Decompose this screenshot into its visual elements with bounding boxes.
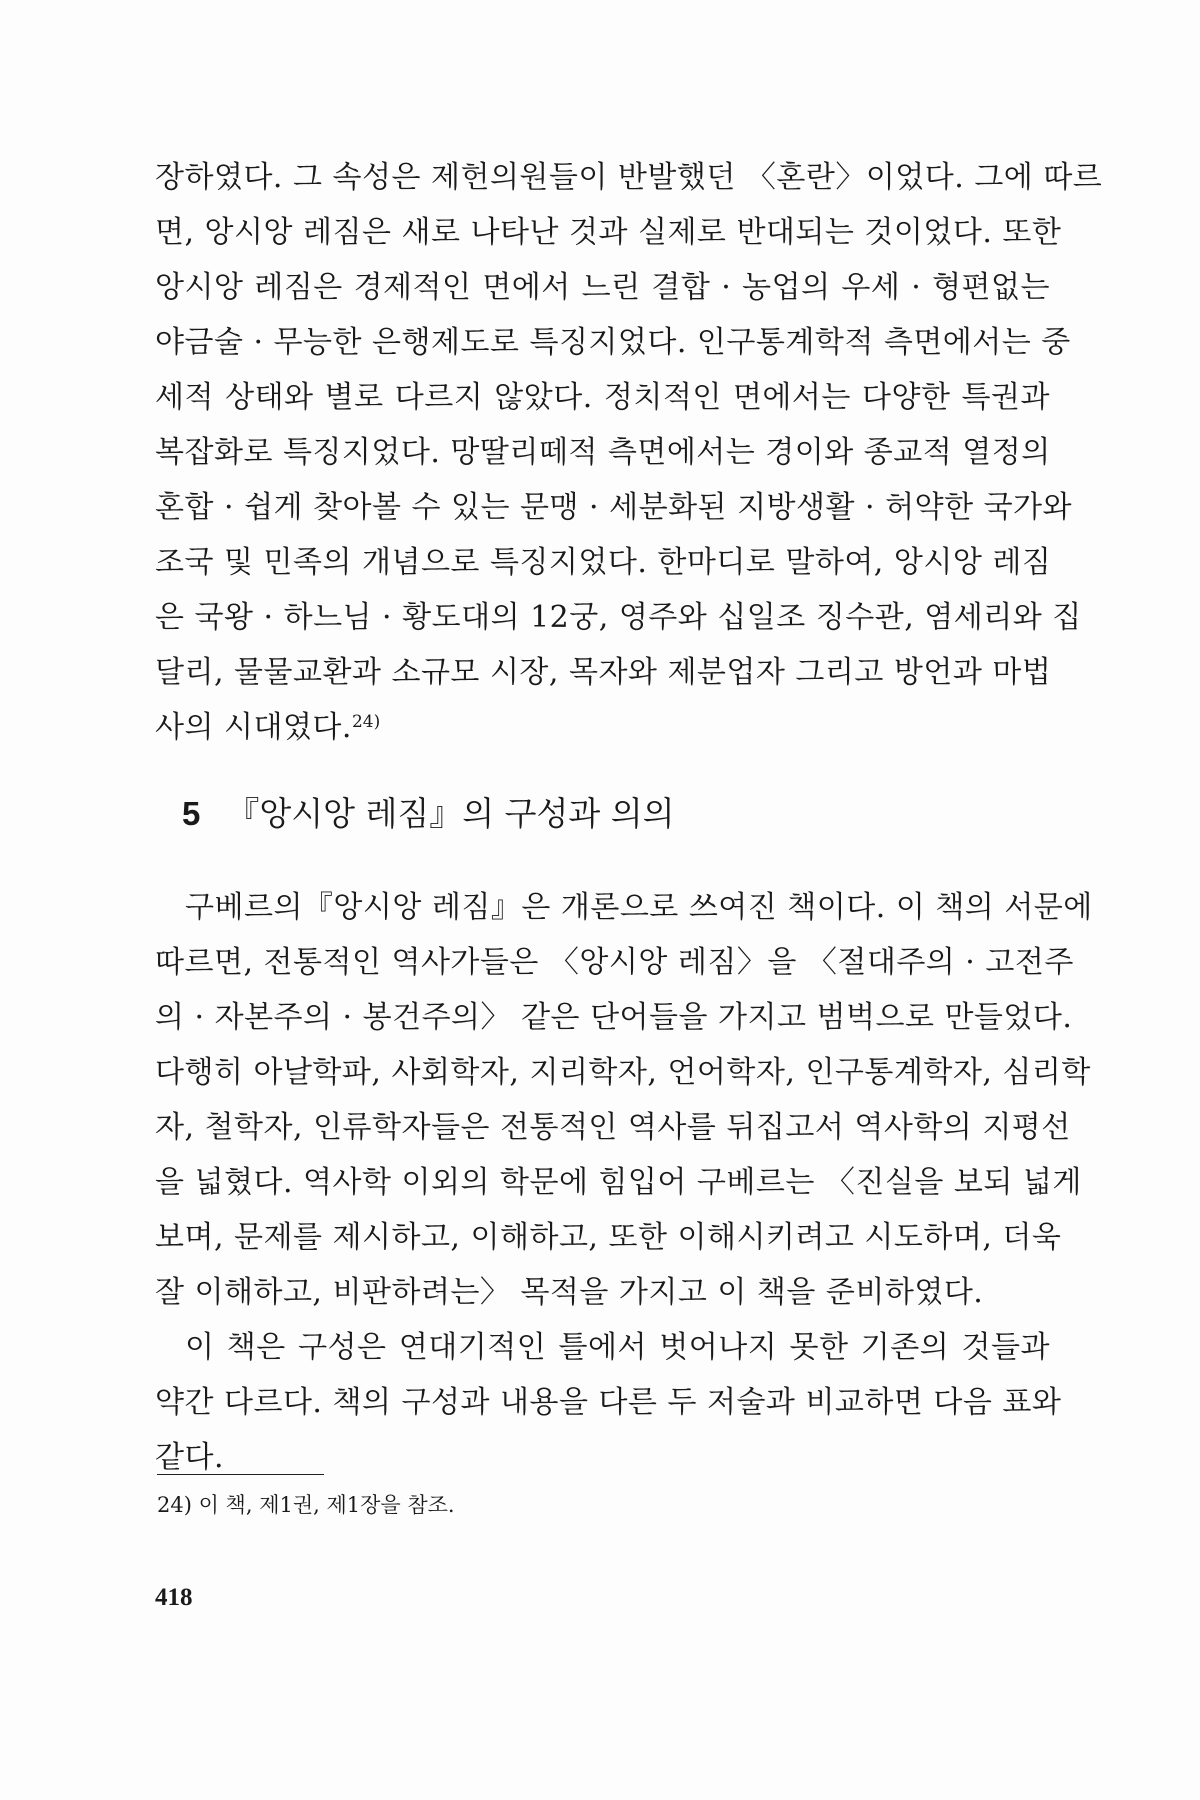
text-line: 같다. — [155, 1440, 224, 1475]
footnote-reference: 24) — [351, 712, 381, 732]
text-line: 앙시앙 레짐은 경제적인 면에서 느린 결합 · 농업의 우세 · 형편없는 — [155, 270, 1050, 305]
text-line: 달리, 물물교환과 소규모 시장, 목자와 제분업자 그리고 방언과 마법 — [155, 655, 1052, 690]
text-line-content: 사의 시대였다. — [155, 710, 352, 745]
text-line-last — [155, 700, 1050, 755]
section-number: 5 — [182, 795, 201, 832]
text-line: 잘 이해하고, 비판하려는〉 목적을 가지고 이 책을 준비하였다. — [155, 1275, 984, 1310]
section-title: 『앙시앙 레짐』의 구성과 의의 — [226, 794, 675, 833]
text-line: 은 국왕 · 하느님 · 황도대의 12궁, 영주와 십일조 징수관, 염세리와 집 — [155, 600, 1082, 635]
text-line: 보며, 문제를 제시하고, 이해하고, 또한 이해시키려고 시도하며, 더욱 — [155, 1220, 1062, 1255]
text-line: 세적 상태와 별로 다르지 않았다. 정치적인 면에서는 다양한 특권과 — [155, 380, 1050, 415]
text-line: 야금술 · 무능한 은행제도로 특징지었다. 인구통계학적 측면에서는 중 — [155, 325, 1071, 360]
text-line: 면, 앙시앙 레짐은 새로 나타난 것과 실제로 반대되는 것이었다. 또한 — [155, 215, 1062, 250]
section-heading — [182, 792, 675, 836]
text-line: 따르면, 전통적인 역사가들은 〈앙시앙 레짐〉을 〈절대주의 · 고전주 — [155, 945, 1074, 980]
text-line: 구베르의『앙시앙 레짐』은 개론으로 쓰여진 책이다. 이 책의 서문에 — [185, 890, 1093, 925]
text-line: 혼합 · 쉽게 찾아볼 수 있는 문맹 · 세분화된 지방생활 · 허약한 국가와 — [155, 490, 1073, 525]
text-line: 을 넓혔다. 역사학 이외의 학문에 힘입어 구베르는 〈진실을 보되 넓게 — [155, 1165, 1082, 1200]
text-line: 다행히 아날학파, 사회학자, 지리학자, 언어학자, 인구통계학자, 심리학 — [155, 1055, 1091, 1090]
text-line: 조국 및 민족의 개념으로 특징지었다. 한마디로 말하여, 앙시앙 레짐 — [155, 545, 1052, 580]
text-line: 의 · 자본주의 · 봉건주의〉 같은 단어들을 가지고 범벅으로 만들었다. — [155, 1000, 1073, 1035]
paragraph-1 — [155, 150, 1103, 755]
paragraph-2 — [155, 880, 1093, 1485]
text-line: 이 책은 구성은 연대기적인 틀에서 벗어나지 못한 기존의 것들과 — [185, 1330, 1050, 1365]
text-line: 자, 철학자, 인류학자들은 전통적인 역사를 뒤집고서 역사학의 지평선 — [155, 1110, 1071, 1145]
text-line: 복잡화로 특징지었다. 망딸리떼적 측면에서는 경이와 종교적 열정의 — [155, 435, 1051, 470]
text-line: 약간 다르다. 책의 구성과 내용을 다른 두 저술과 비교하면 다음 표와 — [155, 1385, 1062, 1420]
page-number: 418 — [155, 1584, 193, 1611]
footnote-divider — [157, 1474, 324, 1475]
footnote: 24) 이 책, 제1권, 제1장을 참조. — [157, 1493, 455, 1517]
text-line: 장하였다. 그 속성은 제헌의원들이 반발했던 〈혼란〉이었다. 그에 따르 — [155, 160, 1103, 195]
